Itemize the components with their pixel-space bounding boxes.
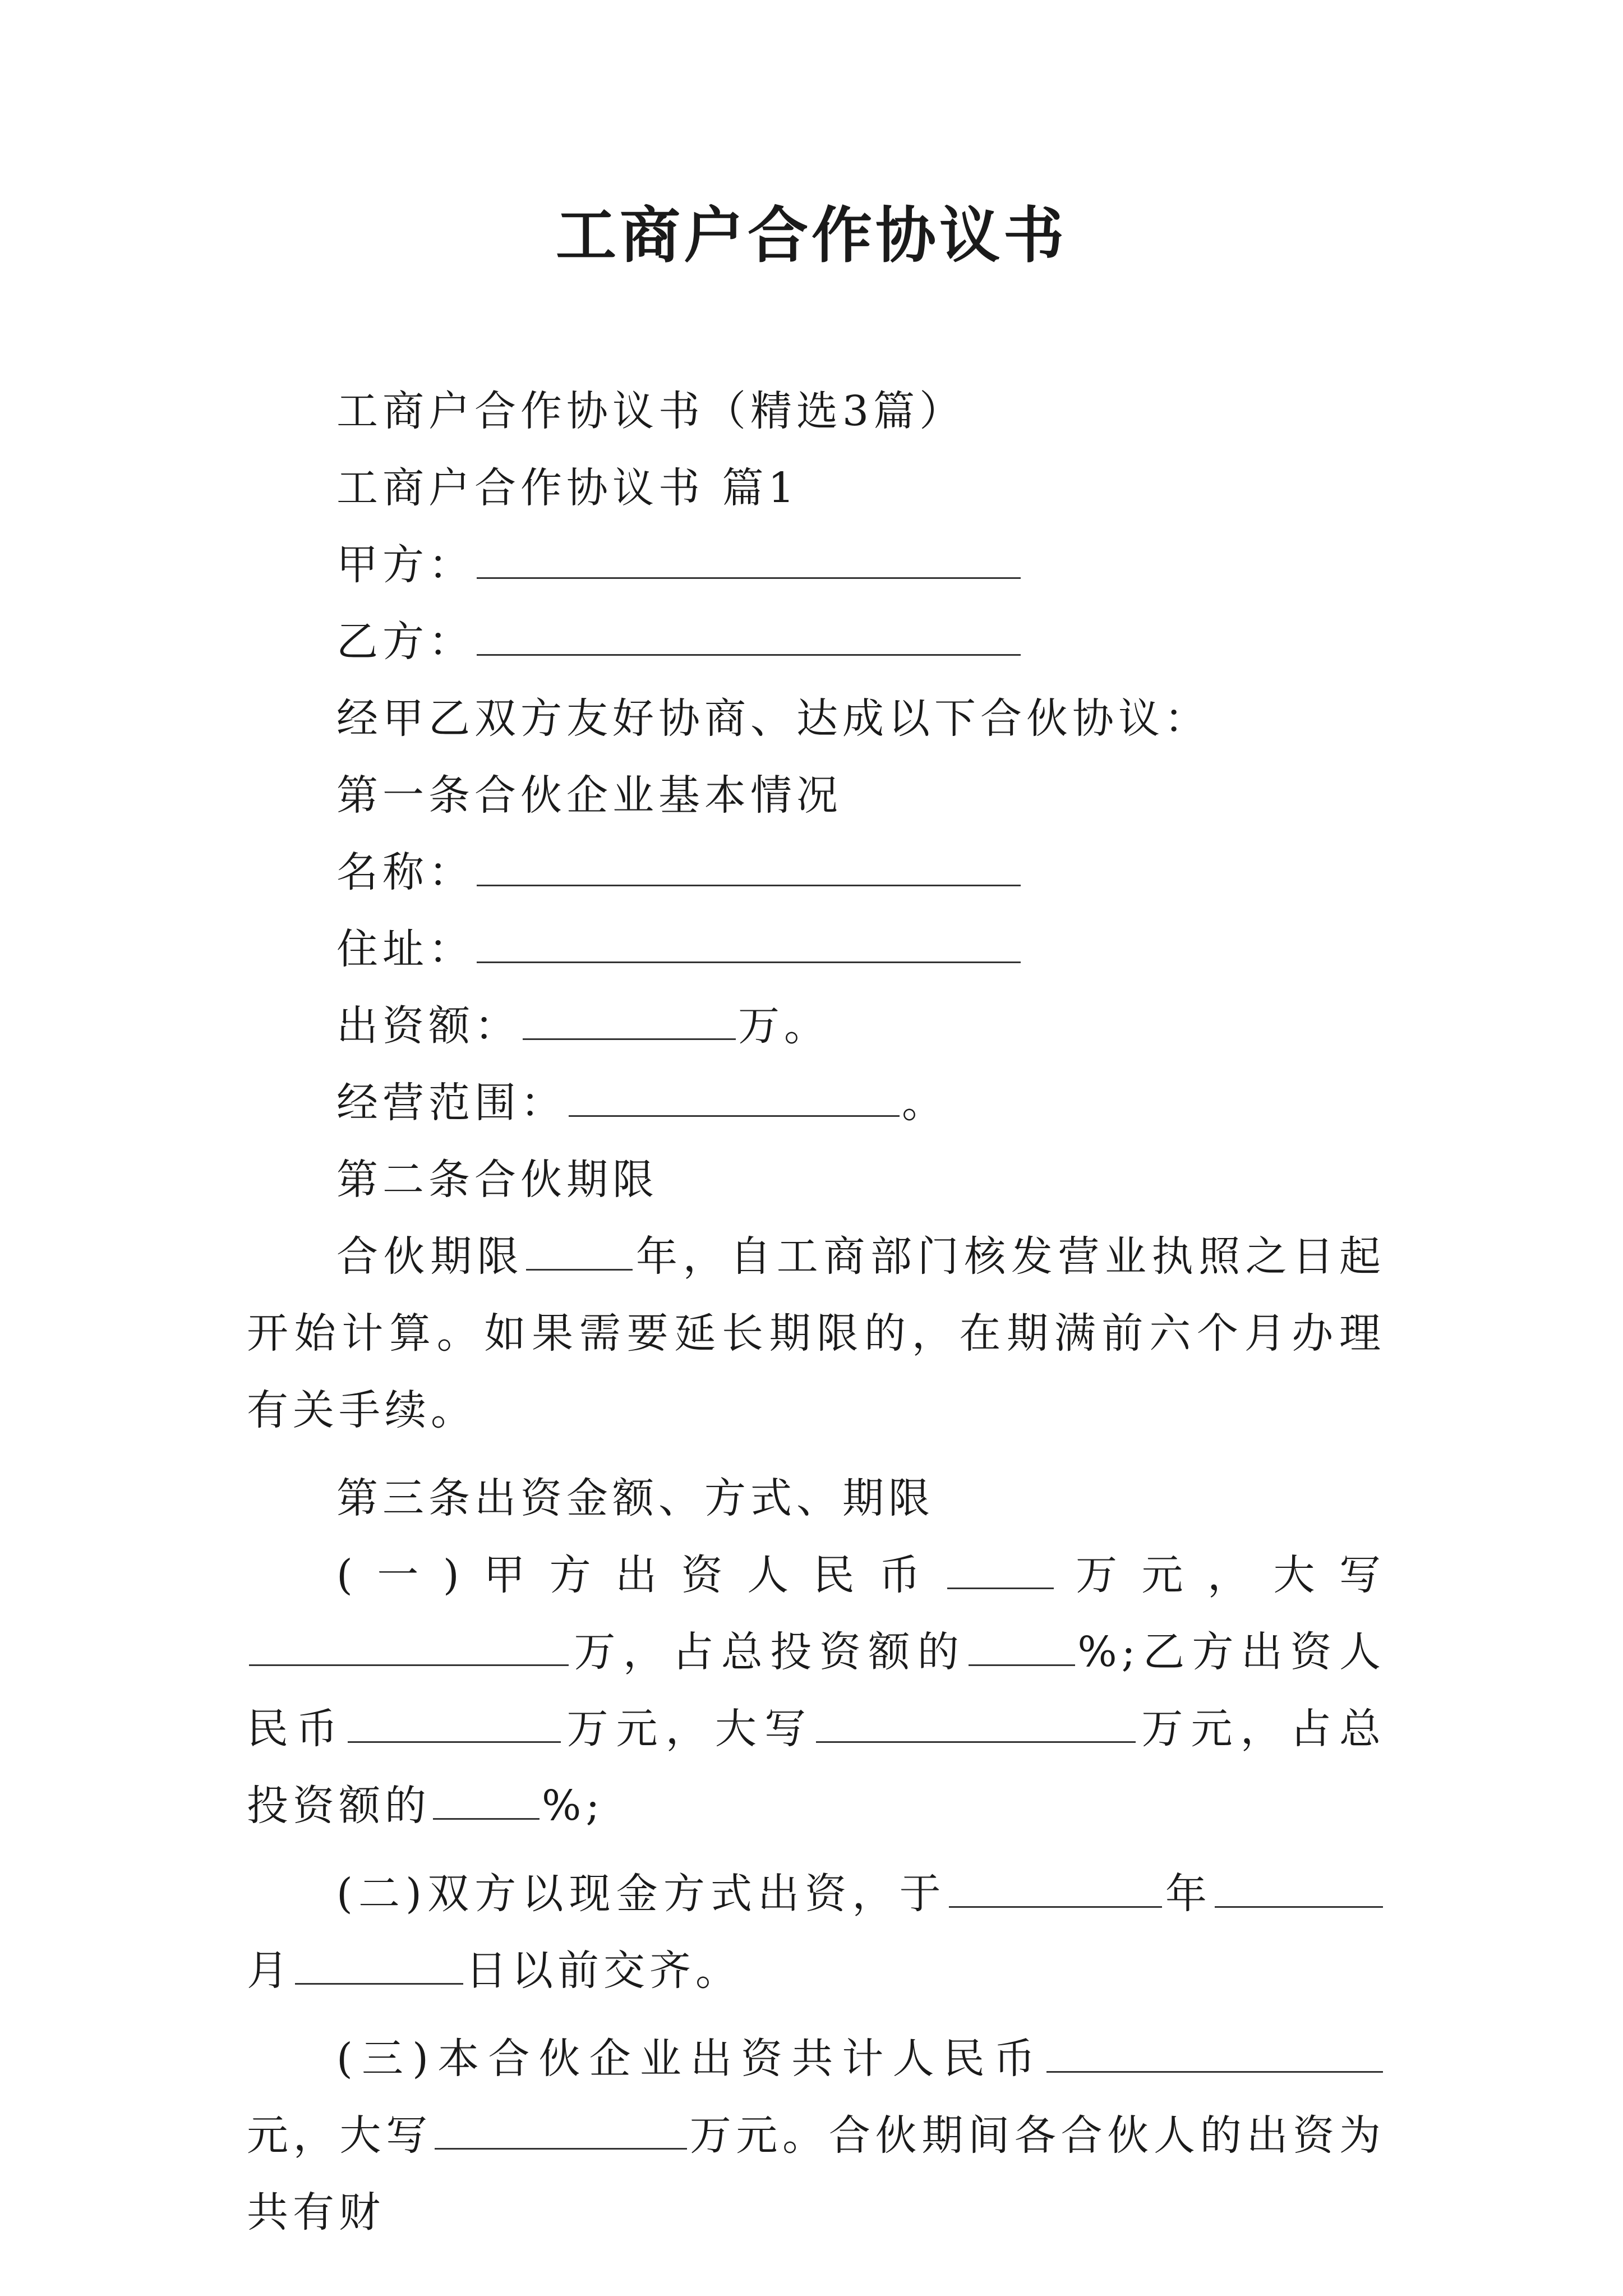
address-blank[interactable] — [477, 929, 1021, 963]
clause-1-blank-a[interactable] — [947, 1555, 1054, 1589]
document-body — [247, 373, 1385, 2251]
clause-1-text-b: 万元，大写 — [1055, 1551, 1385, 1599]
name-blank[interactable] — [477, 852, 1021, 886]
clause-1-text-g: %; — [542, 1782, 605, 1830]
clause-1-text-c: 万，占总投资额的 — [571, 1628, 967, 1676]
clause-2-paragraph — [247, 1856, 1385, 2009]
term-paragraph — [247, 1218, 1385, 1449]
clause-1-blank-d[interactable] — [348, 1709, 561, 1743]
clause-1-text-e: 万元，大写 — [563, 1705, 814, 1753]
clause-1-blank-b[interactable] — [249, 1632, 569, 1666]
clause-2-year-blank[interactable] — [949, 1874, 1162, 1908]
document-title: 工商户合作协议书 — [555, 200, 1067, 271]
clause-3-amount-blank[interactable] — [1046, 2039, 1383, 2073]
clause-2-month-label: 月 — [247, 1947, 293, 1995]
party-a-line — [247, 527, 1385, 604]
clause-2-year-label: 年 — [1164, 1870, 1212, 1918]
name-label: 名称： — [336, 848, 474, 896]
term-years-blank[interactable] — [526, 1236, 633, 1271]
article-3-heading: 第三条出资金额、方式、期限 — [336, 1474, 934, 1522]
clause-3-text-b: 元，大写 — [247, 2111, 432, 2160]
capital-blank[interactable] — [523, 1006, 736, 1040]
clause-1-blank-c[interactable] — [969, 1632, 1075, 1666]
chapter-heading: 工商户合作协议书 篇1 — [336, 464, 799, 512]
clause-3-paragraph — [247, 2021, 1385, 2251]
party-b-blank[interactable] — [477, 622, 1021, 656]
name-line — [247, 834, 1385, 911]
term-post: 年，自工商部门核发营业执照之日起开始计算。如果需要延长期限的，在期满前六个月办理有关手续。 — [247, 1232, 1386, 1434]
term-pre: 合伙期限 — [336, 1232, 524, 1281]
clause-2-month-blank[interactable] — [1215, 1874, 1383, 1908]
clause-1-text-a: (一)甲方出资人民币 — [336, 1551, 945, 1599]
capital-line — [247, 988, 1385, 1065]
scope-end: 。 — [902, 1079, 948, 1127]
capital-unit: 万。 — [738, 1002, 830, 1050]
party-a-blank[interactable] — [477, 545, 1021, 579]
capital-label: 出资额： — [336, 1002, 520, 1050]
address-label: 住址： — [336, 925, 474, 973]
clause-2-day-blank[interactable] — [295, 1950, 463, 1985]
scope-line — [247, 1065, 1385, 1142]
party-b-line — [247, 604, 1385, 680]
scope-blank[interactable] — [569, 1083, 900, 1117]
clause-3-words-blank[interactable] — [435, 2115, 687, 2150]
party-b-label: 乙方： — [336, 618, 474, 666]
clause-1-paragraph — [247, 1537, 1385, 1844]
clause-2-text-a: (二)双方以现金方式出资，于 — [336, 1870, 947, 1918]
article-1-heading: 第一条合伙企业基本情况 — [336, 771, 842, 820]
clause-1-blank-f[interactable] — [433, 1786, 540, 1820]
clause-2-text-d: 日以前交齐。 — [465, 1947, 741, 1995]
clause-1-text-f: 万元，占总投资额的 — [247, 1705, 1386, 1830]
party-a-label: 甲方： — [336, 541, 474, 589]
clause-3-text-a: (三)本合伙企业出资共计人民币 — [336, 2035, 1044, 2083]
address-line — [247, 911, 1385, 988]
scope-label: 经营范围： — [336, 1079, 566, 1127]
intro-line: 经甲乙双方友好协商、达成以下合伙协议： — [336, 694, 1210, 743]
article-2-heading: 第二条合伙期限 — [336, 1156, 658, 1204]
clause-1-blank-e[interactable] — [816, 1709, 1136, 1743]
clause-3-text-c: 万元。合伙期间各合伙人的出资为共有财 — [247, 2111, 1386, 2237]
clause-1-text-d: %;乙方出资人民币 — [247, 1628, 1386, 1753]
subtitle: 工商户合作协议书（精选3篇） — [336, 387, 966, 435]
